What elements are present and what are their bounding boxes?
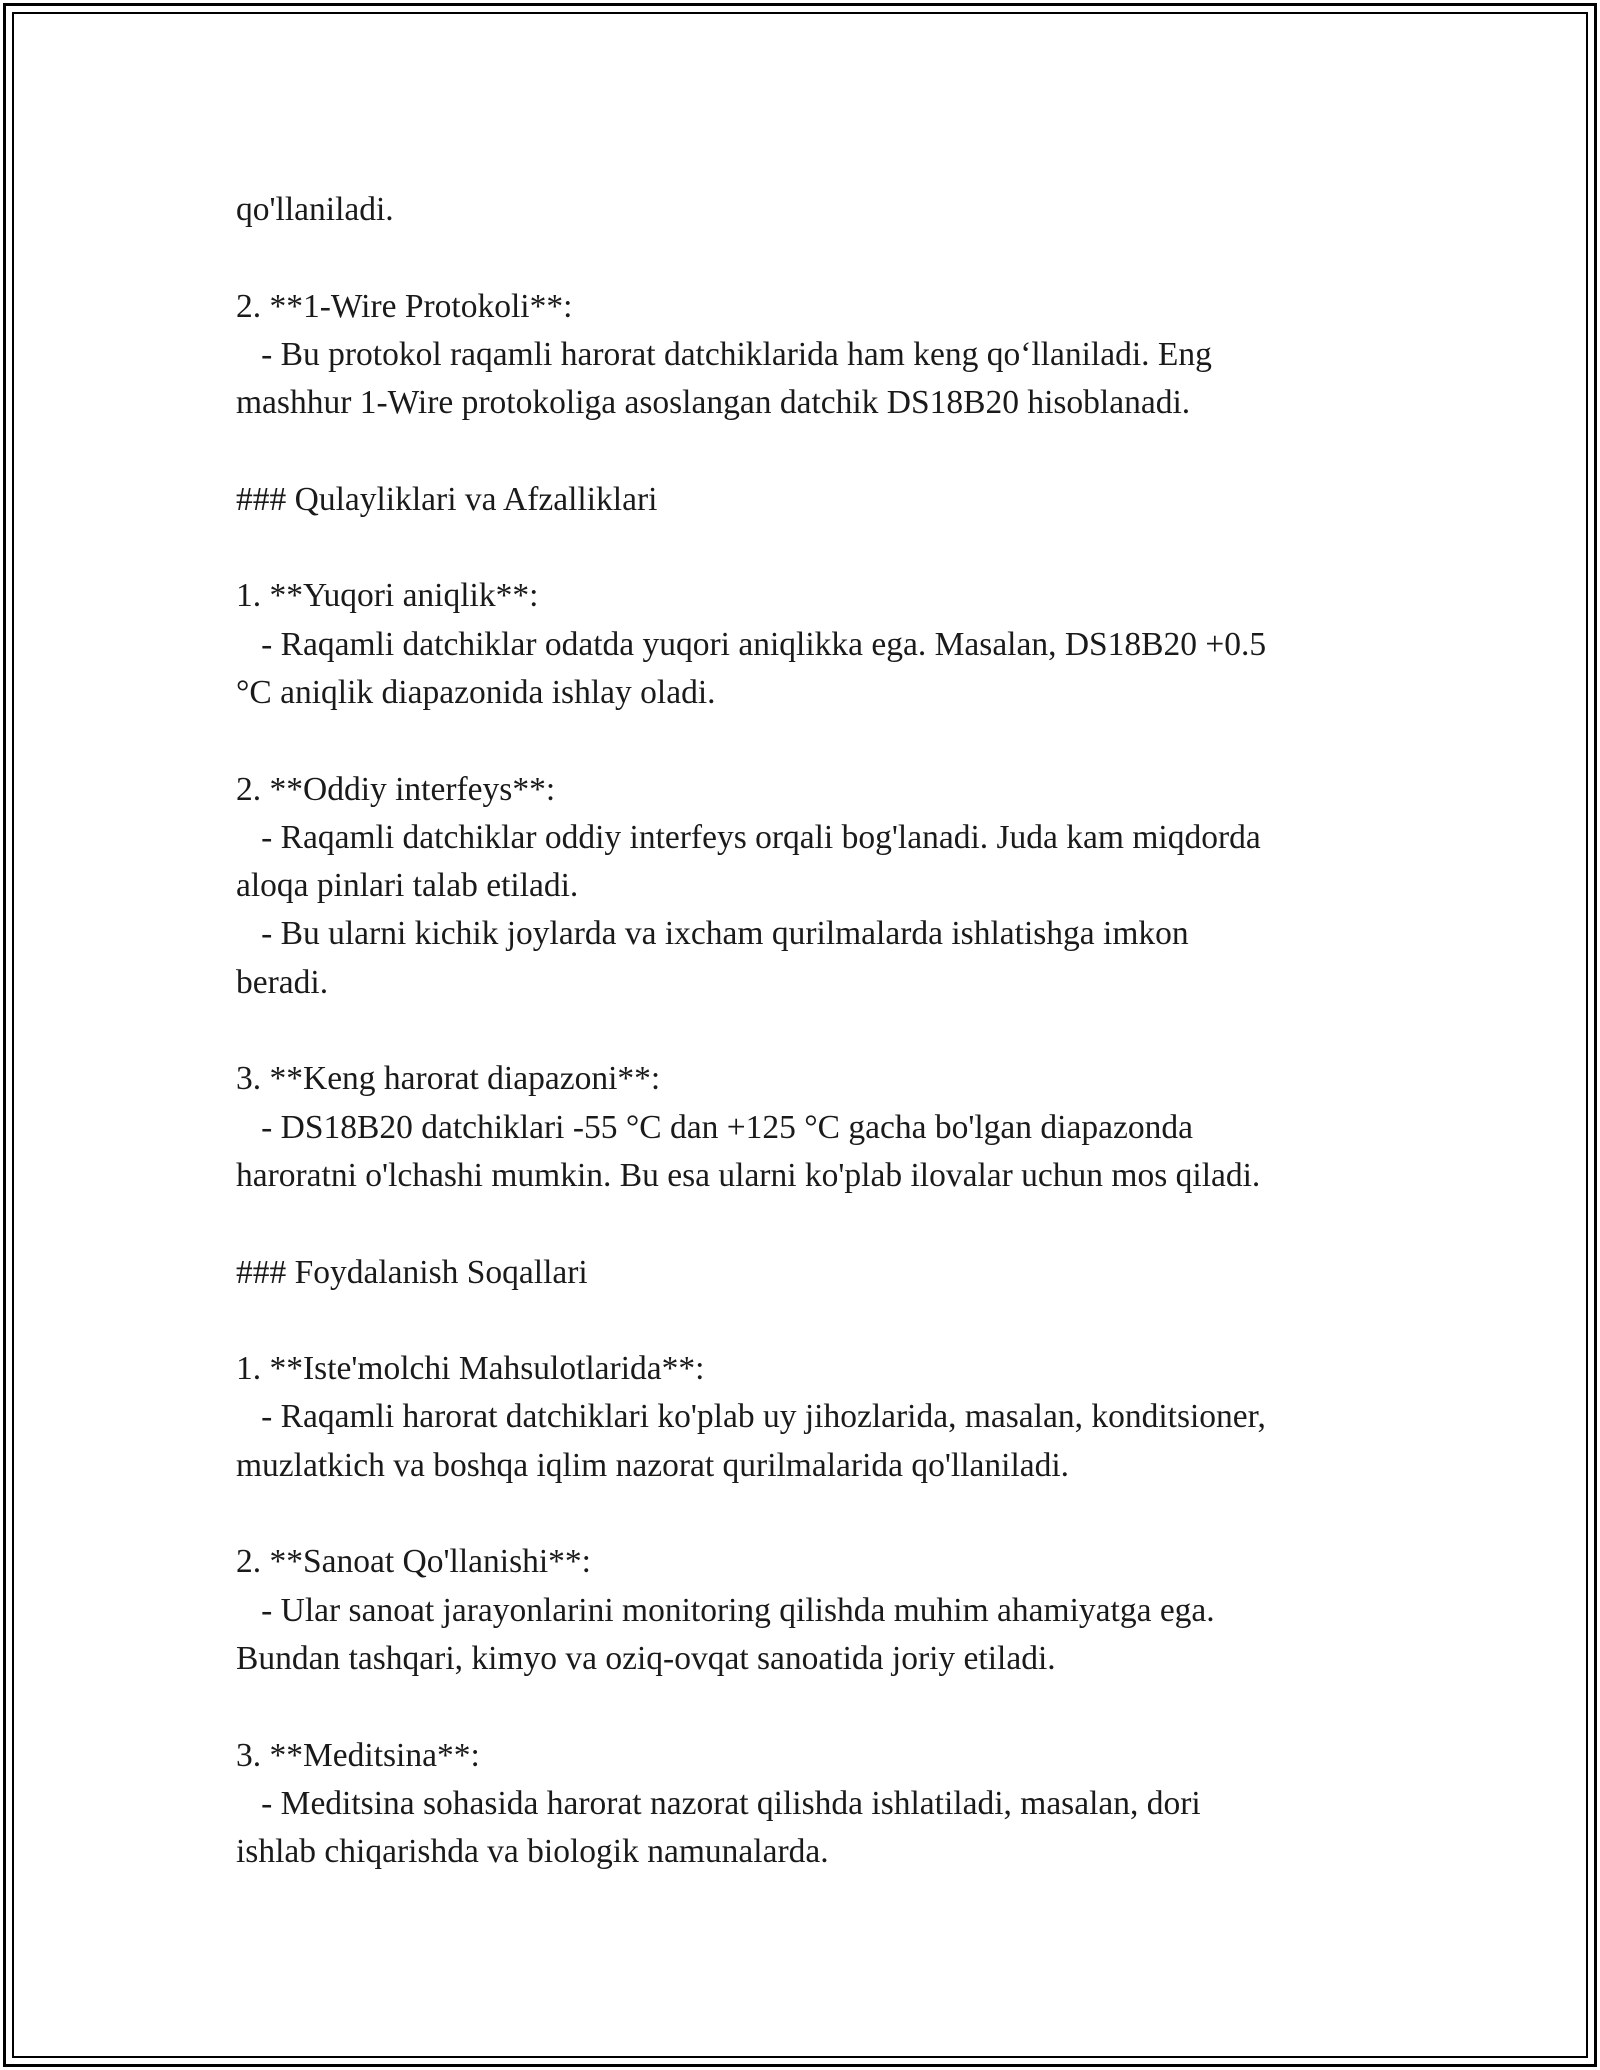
blank-line (236, 524, 1376, 572)
text-line: - Bu ularni kichik joylarda va ixcham qurilmalarda ishlatishga imkon (236, 915, 1189, 953)
section-item-heading: 2. **1-Wire Protokoli**: (236, 287, 573, 325)
text-line: - Bu protokol raqamli harorat datchiklarida ham keng qo‘llaniladi. Eng (236, 335, 1212, 373)
blank-line (236, 1683, 1376, 1731)
text-line: °C aniqlik diapazonida ishlay oladi. (236, 673, 716, 711)
blank-line (236, 427, 1376, 475)
section-item-heading: 3. **Meditsina**: (236, 1736, 480, 1774)
blank-line (236, 1200, 1376, 1248)
text-line: muzlatkich va boshqa iqlim nazorat qurilmalarida qo'llaniladi. (236, 1446, 1070, 1484)
blank-line (236, 1490, 1376, 1538)
blank-line (236, 717, 1376, 765)
section-heading: ### Qulayliklari va Afzalliklari (236, 480, 658, 518)
document-body (236, 186, 1376, 1876)
blank-line (236, 234, 1376, 282)
text-line: - Raqamli datchiklar odatda yuqori aniqlikka ega. Masalan, DS18B20 +0.5 (236, 625, 1267, 663)
blank-line (236, 1297, 1376, 1345)
section-item-heading: 2. **Oddiy interfeys**: (236, 770, 556, 808)
text-line: beradi. (236, 963, 329, 1001)
section-item-heading: 1. **Iste'molchi Mahsulotlarida**: (236, 1350, 705, 1388)
text-line: - Meditsina sohasida harorat nazorat qilishda ishlatiladi, masalan, dori (236, 1784, 1201, 1822)
section-item-heading: 3. **Keng harorat diapazoni**: (236, 1060, 661, 1098)
text-line: ishlab chiqarishda va biologik namunalarda. (236, 1833, 829, 1871)
text-line: - Raqamli harorat datchiklari ko'plab uy jihozlarida, masalan, konditsioner, (236, 1398, 1266, 1436)
section-heading: ### Foydalanish Soqallari (236, 1253, 588, 1291)
section-item-heading: 1. **Yuqori aniqlik**: (236, 577, 539, 615)
section-item-heading: 2. **Sanoat Qo'llanishi**: (236, 1543, 591, 1581)
text-line: aloqa pinlari talab etiladi. (236, 867, 579, 905)
text-line: mashhur 1-Wire protokoliga asoslangan datchik DS18B20 hisoblanadi. (236, 384, 1191, 422)
blank-line (236, 1007, 1376, 1055)
text-line: - Raqamli datchiklar oddiy interfeys orqali bog'lanadi. Juda kam miqdorda (236, 818, 1261, 856)
text-line: qo'llaniladi. (236, 191, 394, 228)
text-line: - DS18B20 datchiklari -55 °C dan +125 °C gacha bo'lgan diapazonda (236, 1108, 1193, 1146)
text-line: haroratni o'lchashi mumkin. Bu esa ularni ko'plab ilovalar uchun mos qiladi. (236, 1156, 1261, 1194)
text-line: - Ular sanoat jarayonlarini monitoring qilishda muhim ahamiyatga ega. (236, 1591, 1215, 1629)
text-line: Bundan tashqari, kimyo va oziq-ovqat sanoatida joriy etiladi. (236, 1639, 1056, 1677)
